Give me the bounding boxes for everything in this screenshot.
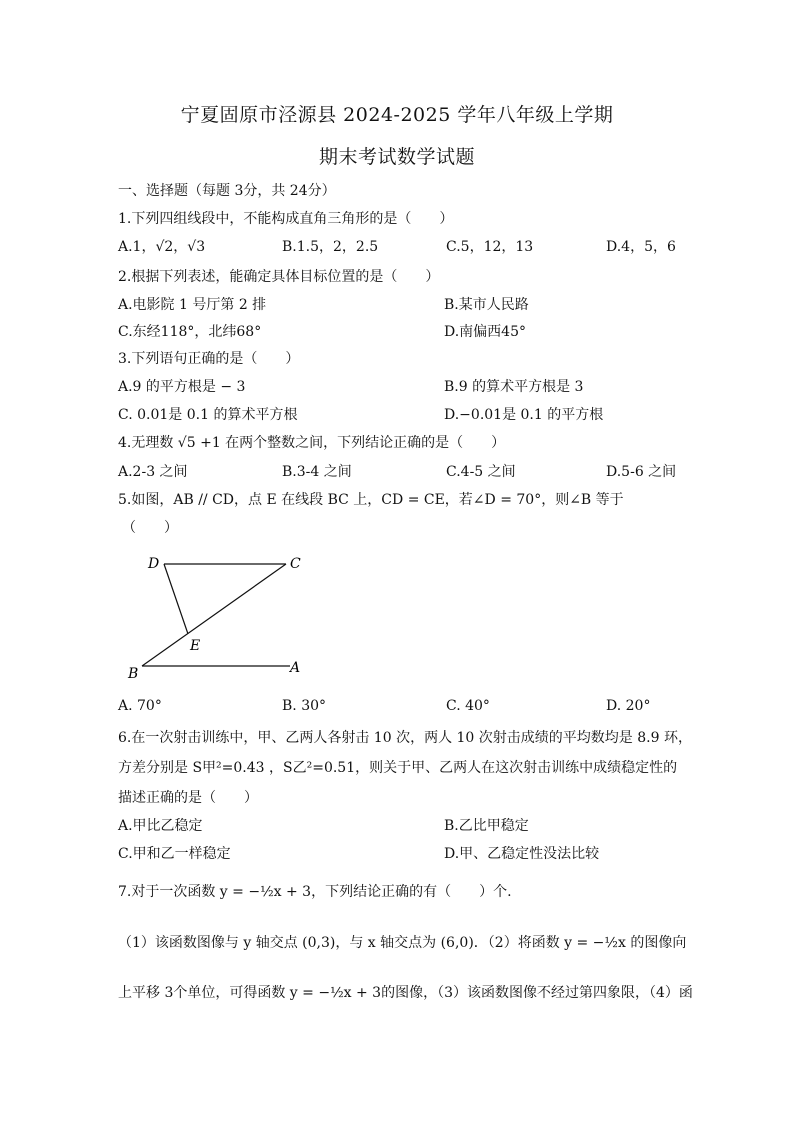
q1-option-a: A.1，√2，√3 bbox=[118, 239, 206, 255]
q7-line2: （1）该函数图像与 y 轴交点 (0,3)，与 x 轴交点为 (6,0)．（2）将函数 y = −½x 的图像向 bbox=[118, 935, 687, 951]
q6-option-a: A.甲比乙稳定 bbox=[118, 818, 203, 834]
point-label-e: E bbox=[190, 638, 201, 654]
q5-geometry-figure bbox=[118, 548, 318, 684]
q2-option-b: B.某市人民路 bbox=[444, 297, 529, 313]
q4-stem: 4.无理数 √5 +1 在两个整数之间，下列结论正确的是（ ） bbox=[118, 435, 506, 451]
q4-option-b: B.3-4 之间 bbox=[282, 464, 352, 480]
exam-title-line1: 宁夏固原市泾源县 2024-2025 学年八年级上学期 bbox=[180, 104, 614, 126]
q3-option-a: A.9 的平方根是 − 3 bbox=[118, 379, 246, 395]
q2-option-a: A.电影院 1 号厅第 2 排 bbox=[118, 297, 267, 313]
q5-stem: 5.如图，AB // CD，点 E 在线段 BC 上，CD = CE，若∠D = 70°，则∠B 等于 bbox=[118, 492, 624, 508]
q2-option-d: D.南偏西45° bbox=[444, 324, 526, 340]
q3-stem: 3.下列语句正确的是（ ） bbox=[118, 351, 300, 367]
q1-option-c: C.5，12，13 bbox=[446, 239, 534, 255]
q5-option-a: A. 70° bbox=[118, 698, 162, 714]
q6-option-b: B.乙比甲稳定 bbox=[444, 818, 529, 834]
q1-stem: 1.下列四组线段中，不能构成直角三角形的是（ ） bbox=[118, 211, 454, 227]
q3-option-c: C. 0.01是 0.1 的算术平方根 bbox=[118, 407, 298, 423]
q4-option-c: C.4-5 之间 bbox=[446, 464, 516, 480]
q1-option-d: D.4，5，6 bbox=[606, 239, 676, 255]
q4-option-a: A.2-3 之间 bbox=[118, 464, 188, 480]
q7-line3: 上平移 3个单位，可得函数 y = −½x + 3的图像，（3）该函数图像不经过第四象限，（4）函 bbox=[118, 985, 693, 1001]
q1-option-b: B.1.5，2，2.5 bbox=[282, 239, 379, 255]
q3-option-d: D.−0.01是 0.1 的平方根 bbox=[444, 407, 604, 423]
q6-stem-line1: 6.在一次射击训练中，甲、乙两人各射击 10 次，两人 10 次射击成绩的平均数均是 8.9 环， bbox=[118, 730, 692, 746]
q5-option-b: B. 30° bbox=[282, 698, 327, 714]
q3-option-b: B.9 的算术平方根是 3 bbox=[444, 379, 584, 395]
q2-option-c: C.东经118°，北纬68° bbox=[118, 324, 262, 340]
point-label-b: B bbox=[128, 666, 139, 682]
q7-stem: 7.对于一次函数 y = −½x + 3，下列结论正确的有（ ）个. bbox=[118, 884, 512, 900]
point-label-d: D bbox=[148, 556, 160, 572]
q5-stem-paren: （ ） bbox=[122, 520, 178, 536]
section-heading: 一、选择题（每题 3分，共 24分） bbox=[118, 183, 336, 199]
q6-option-c: C.甲和乙一样稳定 bbox=[118, 846, 231, 862]
q6-option-d: D.甲、乙稳定性没法比较 bbox=[444, 846, 600, 862]
q6-stem-line2: 方差分别是 S甲²=0.43 ，S乙²=0.51，则关于甲、乙两人在这次射击训练中成绩稳定性的 bbox=[118, 760, 678, 776]
exam-title-line2: 期末考试数学试题 bbox=[318, 146, 475, 168]
point-label-a: A bbox=[290, 660, 301, 676]
q5-option-d: D. 20° bbox=[606, 698, 651, 714]
segment-cb bbox=[142, 564, 286, 666]
q6-stem-line3: 描述正确的是（ ） bbox=[118, 790, 258, 806]
point-label-c: C bbox=[290, 556, 301, 572]
segment-de bbox=[164, 564, 188, 634]
q4-option-d: D.5-6 之间 bbox=[606, 464, 677, 480]
q2-stem: 2.根据下列表述，能确定具体目标位置的是（ ） bbox=[118, 269, 440, 285]
q5-option-c: C. 40° bbox=[446, 698, 490, 714]
